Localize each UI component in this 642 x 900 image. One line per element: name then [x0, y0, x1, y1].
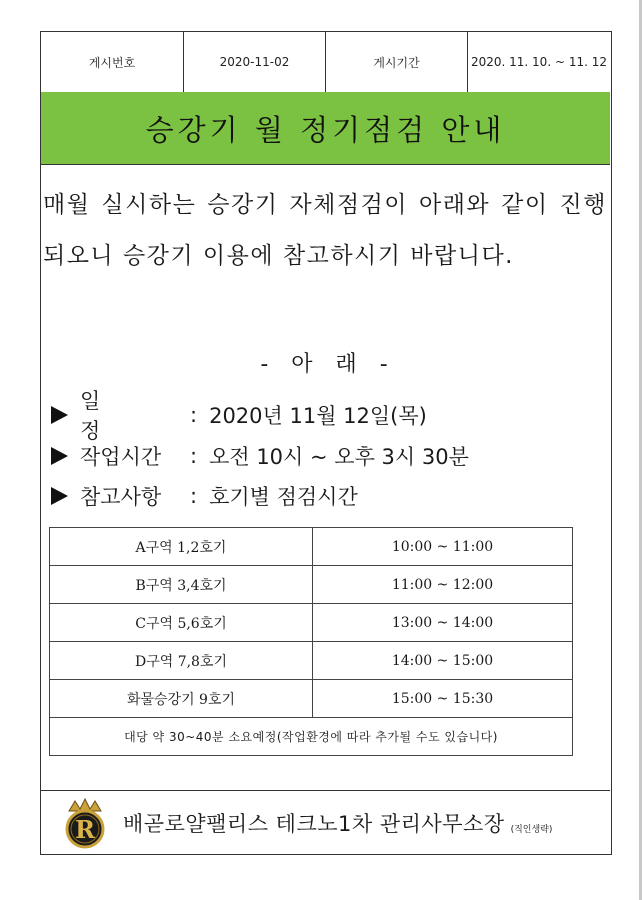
section-marker: - 아 래 - [260, 352, 391, 377]
post-number-value: 2020-11-02 [184, 32, 326, 92]
post-number-label: 게시번호 [41, 32, 184, 92]
table-row [50, 566, 573, 604]
triangle-bullet-icon [51, 487, 68, 505]
item-reference-key: 참고사항 [80, 485, 162, 509]
time-cell: 15:00 ~ 15:30 [313, 680, 573, 718]
schedule-table [49, 527, 573, 756]
triangle-bullet-icon [51, 447, 68, 465]
royal-palace-logo-icon [61, 797, 109, 849]
item-hours: 작업시간 : 오전 10시 ~ 오후 3시 30분 [51, 440, 469, 472]
time-cell: 11:00 ~ 12:00 [313, 566, 573, 604]
table-row [50, 680, 573, 718]
time-cell: 10:00 ~ 11:00 [313, 528, 573, 566]
table-row [50, 718, 573, 756]
zone-cell: D구역 7,8호기 [50, 642, 313, 680]
table-row [50, 642, 573, 680]
seal-omitted-note: (직인생략) [510, 824, 553, 835]
zone-cell: 화물승강기 9호기 [50, 680, 313, 718]
zone-cell: C구역 5,6호기 [50, 604, 313, 642]
post-period-label: 게시기간 [326, 32, 468, 92]
duration-note: 대당 약 30~40분 소요예정(작업환경에 따라 추가될 수도 있습니다) [50, 718, 573, 756]
meta-row [41, 32, 610, 93]
zone-cell: A구역 1,2호기 [50, 528, 313, 566]
triangle-bullet-icon [51, 406, 68, 424]
zone-cell: B구역 3,4호기 [50, 566, 313, 604]
office-name: 배곧로얄팰리스 테크노1차 관리사무소장 [123, 812, 505, 836]
notice-title: 승강기 월 정기점검 안내 [41, 92, 610, 165]
notice-frame [40, 31, 612, 855]
item-hours-key: 작업시간 [80, 445, 162, 469]
table-row [50, 528, 573, 566]
item-reference-value: 호기별 점검시간 [209, 485, 358, 509]
table-row [50, 604, 573, 642]
time-cell: 13:00 ~ 14:00 [313, 604, 573, 642]
item-date-key: 일 정 [80, 389, 135, 443]
item-date: 일 정 : 2020년 11월 12일(목) [51, 399, 427, 431]
footer [41, 790, 610, 855]
item-reference: 참고사항 : 호기별 점검시간 [51, 480, 358, 512]
time-cell: 14:00 ~ 15:00 [313, 642, 573, 680]
post-period-value: 2020. 11. 10. ~ 11. 12 [470, 55, 607, 69]
item-hours-value: 오전 10시 ~ 오후 3시 30분 [209, 445, 469, 469]
logo-letter: R [75, 815, 95, 844]
item-date-value: 2020년 11월 12일(목) [209, 404, 427, 428]
intro-text: 매월 실시하는 승강기 자체점검이 아래와 같이 진행되오니 승강기 이용에 참고하시기 바랍니다. [43, 192, 607, 269]
